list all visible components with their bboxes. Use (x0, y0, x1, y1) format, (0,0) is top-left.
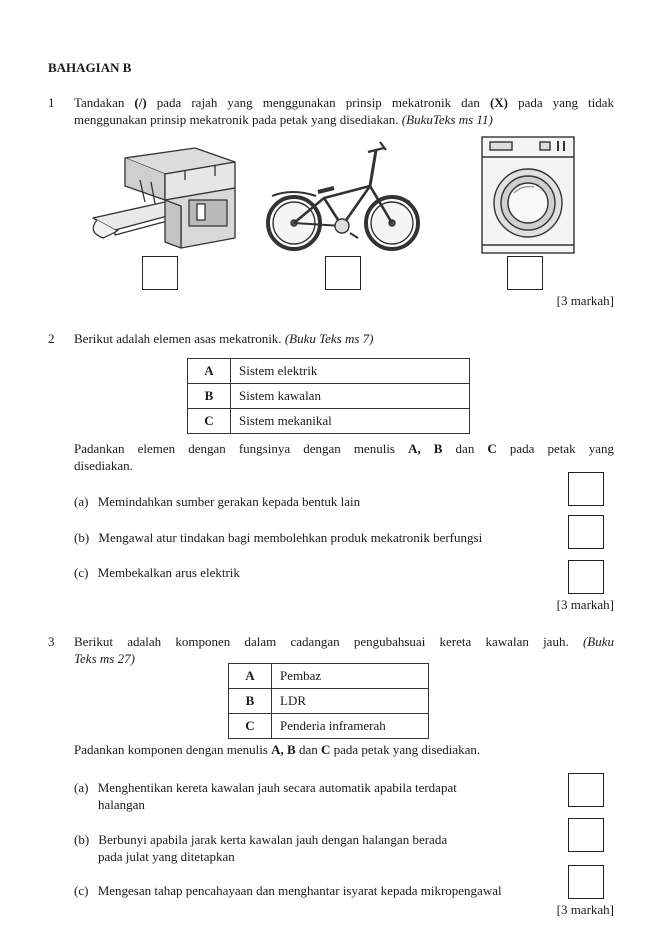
table-row (229, 714, 429, 739)
q2-item-b-text: Mengawal atur tindakan bagi membolehkan produk mekatronik berfungsi (98, 530, 483, 545)
washing-machine-icon (478, 133, 580, 258)
q3-answer-box-b[interactable] (568, 818, 604, 852)
q2-item-a-label: (a) (74, 494, 89, 509)
q2-item-a (74, 494, 360, 510)
q3-instr-key-c: C (320, 742, 331, 757)
q3-instruction (74, 742, 480, 758)
q2-value-c: Sistem mekanikal (231, 409, 470, 434)
q3-item-b (74, 832, 447, 848)
q3-value-c: Penderia inframerah (272, 714, 429, 739)
embroidery-machine-icon (85, 140, 245, 255)
q1-tick-symbol: (/) (134, 95, 147, 110)
q2-item-c-label: (c) (74, 565, 89, 580)
q2-item-b-label: (b) (74, 530, 90, 545)
q2-instr-text-a: Padankan elemen dengan fungsinya dengan menulis (74, 441, 409, 456)
q2-item-b (74, 530, 482, 546)
q2-marks: [3 markah] (556, 597, 614, 612)
q3-marks: [3 markah] (556, 902, 614, 917)
section-title: BAHAGIAN B (48, 60, 132, 75)
q1-reference: (BukuTeks ms 11) (401, 112, 493, 127)
q3-key-a: A (229, 664, 272, 689)
q2-value-a: Sistem elektrik (231, 359, 470, 384)
q3-item-c-line1: Mengesan tahap pencahayaan dan menghantar isyarat kepada mikropengawal (97, 883, 502, 898)
q2-number: 2 (48, 331, 55, 346)
q1-instruction-line1 (74, 95, 614, 111)
q2-answer-box-a[interactable] (568, 472, 604, 506)
q2-instr-dan: dan (442, 441, 488, 456)
q3-item-c-label: (c) (74, 883, 89, 898)
q3-value-b: LDR (272, 689, 429, 714)
table-row (229, 689, 429, 714)
q3-item-a-line1: Menghentikan kereta kawalan jauh secara automatik apabila terdapat (97, 780, 457, 795)
q1-answer-box-1[interactable] (142, 256, 178, 290)
q3-reference-2: Teks ms 27) (74, 651, 135, 666)
q2-item-a-text: Memindahkan sumber gerakan kepada bentuk lain (97, 494, 361, 509)
q2-intro-text: Berikut adalah elemen asas mekatronik. (74, 331, 285, 346)
table-row (188, 384, 470, 409)
q3-components-table (228, 663, 429, 739)
q2-item-c-text: Membekalkan arus elektrik (97, 565, 240, 580)
q3-item-b-line1: Berbunyi apabila jarak kerta kawalan jauh dengan halangan berada (98, 832, 448, 847)
q2-instr-key-c: C (487, 441, 497, 456)
q3-reference-1: (Buku (582, 634, 615, 649)
q1-text-b: pada rajah yang menggunakan prinsip mekatronik dan (146, 95, 490, 110)
bicycle-icon (262, 138, 427, 258)
q3-item-a-line2: halangan (98, 797, 145, 812)
q1-marks: [3 markah] (556, 293, 614, 308)
q2-instruction-line1 (74, 441, 614, 457)
q3-number: 3 (48, 634, 55, 649)
q3-answer-box-a[interactable] (568, 773, 604, 807)
q2-key-a: A (188, 359, 231, 384)
q2-answer-box-c[interactable] (568, 560, 604, 594)
q1-number: 1 (48, 95, 55, 110)
q3-intro-text: Berikut adalah komponen dalam cadangan pengubahsuai kereta kawalan jauh. (74, 634, 569, 649)
q3-item-c (74, 883, 502, 899)
q2-key-c: C (188, 409, 231, 434)
q3-intro-line1 (74, 634, 614, 650)
q2-intro (74, 331, 374, 347)
q3-value-a: Pembaz (272, 664, 429, 689)
table-row (188, 409, 470, 434)
q3-answer-box-c[interactable] (568, 865, 604, 899)
q3-instr-dan: dan (295, 742, 321, 757)
q2-item-c (74, 565, 240, 581)
q2-key-b: B (188, 384, 231, 409)
q2-value-b: Sistem kawalan (231, 384, 470, 409)
q1-text-line2: menggunakan prinsip mekatronik pada petak yang disediakan. (74, 112, 399, 127)
q1-cross-symbol: (X) (489, 95, 509, 110)
table-row (188, 359, 470, 384)
q2-reference: (Buku Teks ms 7) (284, 331, 374, 346)
q2-elements-table (187, 358, 470, 434)
q3-key-b: B (229, 689, 272, 714)
q2-answer-box-b[interactable] (568, 515, 604, 549)
q1-text-c: pada yang tidak (508, 95, 614, 110)
q2-instr-text-b: pada petak yang (496, 441, 614, 456)
q3-item-b-line2: pada julat yang ditetapkan (98, 849, 235, 864)
q1-answer-box-3[interactable] (507, 256, 543, 290)
q3-instr-text-b: pada petak yang disediakan. (330, 742, 481, 757)
table-row (229, 664, 429, 689)
q3-instr-keys: A, B (271, 742, 296, 757)
q1-answer-box-2[interactable] (325, 256, 361, 290)
q3-item-a-label: (a) (74, 780, 89, 795)
q1-text-a: Tandakan (74, 95, 135, 110)
q3-instr-text-a: Padankan komponen dengan menulis (74, 742, 272, 757)
q3-item-a (74, 780, 457, 796)
q1-instruction-line2 (74, 112, 493, 128)
q2-instr-keys: A, B (408, 441, 443, 456)
q3-key-c: C (229, 714, 272, 739)
q3-item-b-label: (b) (74, 832, 90, 847)
q2-instruction-line2: disediakan. (74, 458, 133, 473)
